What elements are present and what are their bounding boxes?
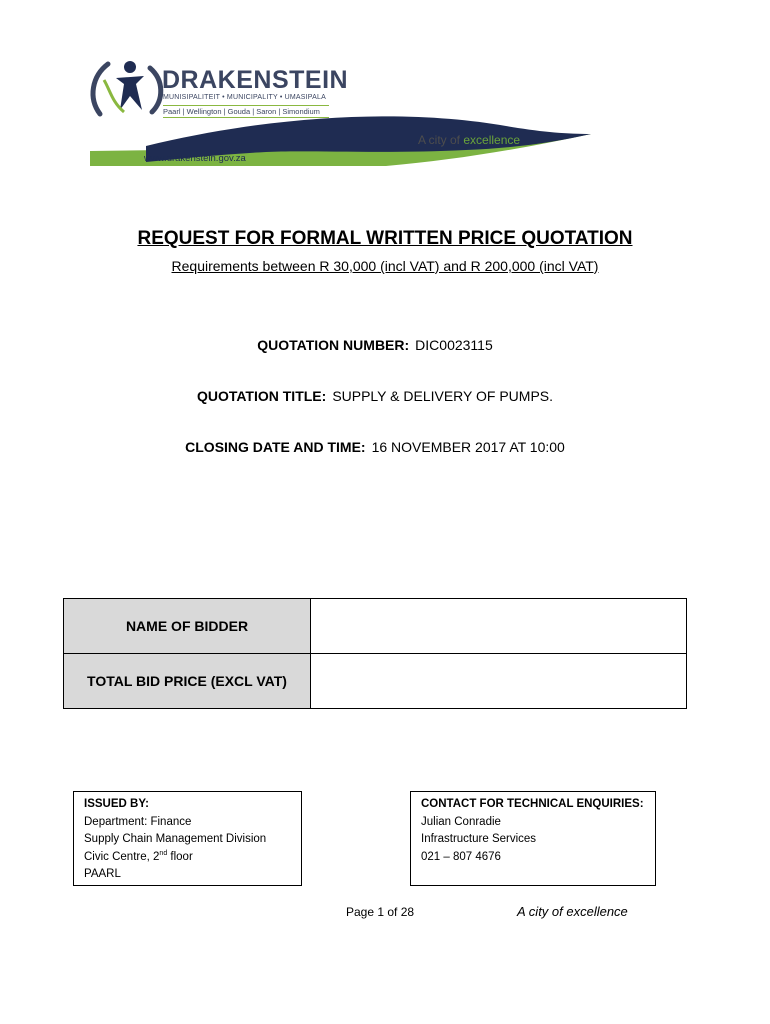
issued-by-location <box>84 849 291 867</box>
logo-name: DRAKENSTEIN <box>162 66 349 94</box>
page-number: Page 1 of 28 <box>346 905 415 919</box>
total-bid-price-field[interactable] <box>311 654 687 709</box>
logo-city-emphasis: excellence <box>463 133 521 147</box>
logo-subtitle: MUNISIPALITEIT • MUNICIPALITY • UMASIPALA <box>163 94 326 101</box>
technical-contact-box <box>410 791 656 886</box>
quotation-number-value: DIC0023115 <box>415 337 493 353</box>
closing-date-value: 16 NOVEMBER 2017 AT 10:00 <box>371 439 565 455</box>
contact-phone: 021 – 807 4676 <box>421 850 501 863</box>
bidder-name-field[interactable] <box>311 599 687 654</box>
issued-by-location-end: floor <box>167 850 193 863</box>
quotation-number-line <box>0 337 750 353</box>
issued-by-division: Supply Chain Management Division <box>84 833 267 845</box>
table-row <box>64 599 687 654</box>
logo-towns: Paarl | Wellington | Gouda | Saron | Simondium <box>163 105 329 118</box>
logo-city-prefix: A city of <box>418 133 464 147</box>
quotation-title-label: QUOTATION TITLE: <box>196 388 327 404</box>
bidder-name-label: NAME OF BIDDER <box>64 599 311 654</box>
footer-motto: A city of excellence <box>517 904 628 919</box>
issued-by-location-sup: nd <box>159 849 168 857</box>
issued-by-location-text: Civic Centre, 2 <box>84 850 160 863</box>
issued-by-town: PAARL <box>84 868 121 880</box>
document-title: REQUEST FOR FORMAL WRITTEN PRICE QUOTATION <box>137 228 633 249</box>
total-bid-price-label: TOTAL BID PRICE (EXCL VAT) <box>64 654 311 709</box>
quotation-number-label: QUOTATION NUMBER: <box>257 337 410 353</box>
closing-date-line <box>0 439 750 455</box>
contact-department: Infrastructure Services <box>421 833 537 845</box>
contact-heading: CONTACT FOR TECHNICAL ENQUIRIES: <box>421 798 644 810</box>
closing-date-label: CLOSING DATE AND TIME: <box>185 439 366 455</box>
figure-swirl-icon <box>93 61 161 114</box>
quotation-title-line <box>0 388 750 404</box>
municipality-logo <box>86 50 606 180</box>
issued-by-box <box>73 791 302 886</box>
issued-by-heading: ISSUED BY: <box>84 798 149 810</box>
issued-by-department: Department: Finance <box>84 815 192 828</box>
table-row <box>64 654 687 709</box>
logo-city-slogan <box>418 133 520 147</box>
bid-table <box>63 598 687 709</box>
logo-url: www.drakenstein.gov.za <box>144 153 246 164</box>
document-subtitle: Requirements between R 30,000 (incl VAT) and R 200,000 (incl VAT) <box>171 258 599 274</box>
contact-name: Julian Conradie <box>421 815 501 828</box>
quotation-title-value: SUPPLY & DELIVERY OF PUMPS. <box>332 388 554 404</box>
